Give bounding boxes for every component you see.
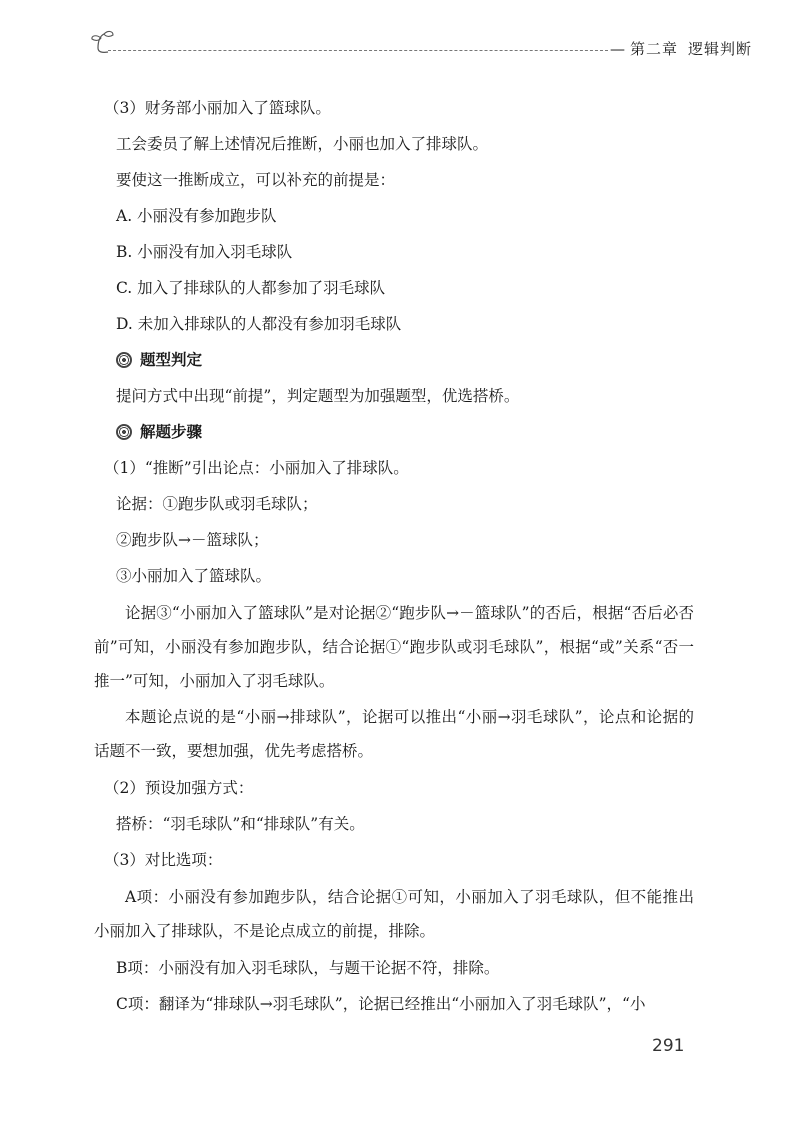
option-c: C. 加入了排球队的人都参加了羽毛球队 (116, 279, 386, 297)
page-number: 291 (652, 1036, 685, 1056)
option-b: B. 小丽没有加入羽毛球队 (116, 243, 293, 261)
section-badge-icon (116, 424, 132, 440)
analysis-paragraph-2: 本题论点说的是“小丽→排球队”，论据可以推出“小丽→羽毛球队”，论点和论据的话题不一致，要想加强，优先考虑搭桥。 (94, 708, 694, 760)
question-condition-3: （3）财务部小丽加入了篮球队。 (104, 99, 331, 117)
section-solution-steps (94, 414, 694, 450)
header-rule (108, 50, 608, 51)
option-b-analysis: B项：小丽没有加入羽毛球队，与题干论据不符，排除。 (116, 959, 500, 977)
section-question-type (94, 342, 694, 378)
sprout-icon (86, 26, 126, 56)
step-3: （3）对比选项： (104, 851, 223, 869)
section-title: 题型判定 (140, 350, 203, 369)
option-a-analysis: A项：小丽没有参加跑步队，结合论据①可知，小丽加入了羽毛球队，但不能推出小丽加入了排球队，不是论点成立的前提，排除。 (94, 888, 694, 940)
step-1: （1）“推断”引出论点：小丽加入了排球队。 (104, 459, 409, 477)
argument-3: ③小丽加入了篮球队。 (116, 567, 272, 585)
section-title: 解题步骤 (140, 422, 203, 441)
bridge-text: 搭桥：“羽毛球队”和“排球队”有关。 (116, 815, 365, 833)
question-inference: 工会委员了解上述情况后推断，小丽也加入了排球队。 (116, 135, 489, 153)
question-type-text: 提问方式中出现“前提”，判定题型为加强题型，优选搭桥。 (116, 387, 520, 405)
option-a: A. 小丽没有参加跑步队 (116, 207, 277, 225)
chapter-title: 逻辑判断 (688, 40, 753, 58)
running-header (86, 26, 753, 66)
option-d: D. 未加入排球队的人都没有参加羽毛球队 (116, 315, 402, 333)
chapter-number: 第二章 (630, 40, 679, 58)
step-2: （2）预设加强方式： (104, 779, 254, 797)
analysis-paragraph-1: 论据③“小丽加入了篮球队”是对论据②“跑步队→－篮球队”的否后，根据“否后必否前”可知，小丽没有参加跑步队，结合论据①“跑步队或羽毛球队”，根据“或”关系“否一推一”可知，小丽加入了羽毛球队。 (94, 604, 694, 690)
argument-1: 论据：①跑步队或羽毛球队； (116, 495, 318, 513)
argument-2: ②跑步队→－篮球队； (116, 531, 269, 549)
chapter-heading: — 第二章 逻辑判断 (610, 40, 753, 58)
page-body (94, 90, 694, 1022)
question-prompt: 要使这一推断成立，可以补充的前提是： (116, 171, 396, 189)
option-c-analysis: C项：翻译为“排球队→羽毛球队”，论据已经推出“小丽加入了羽毛球队”，“小 (116, 995, 646, 1013)
section-badge-icon (116, 352, 132, 368)
